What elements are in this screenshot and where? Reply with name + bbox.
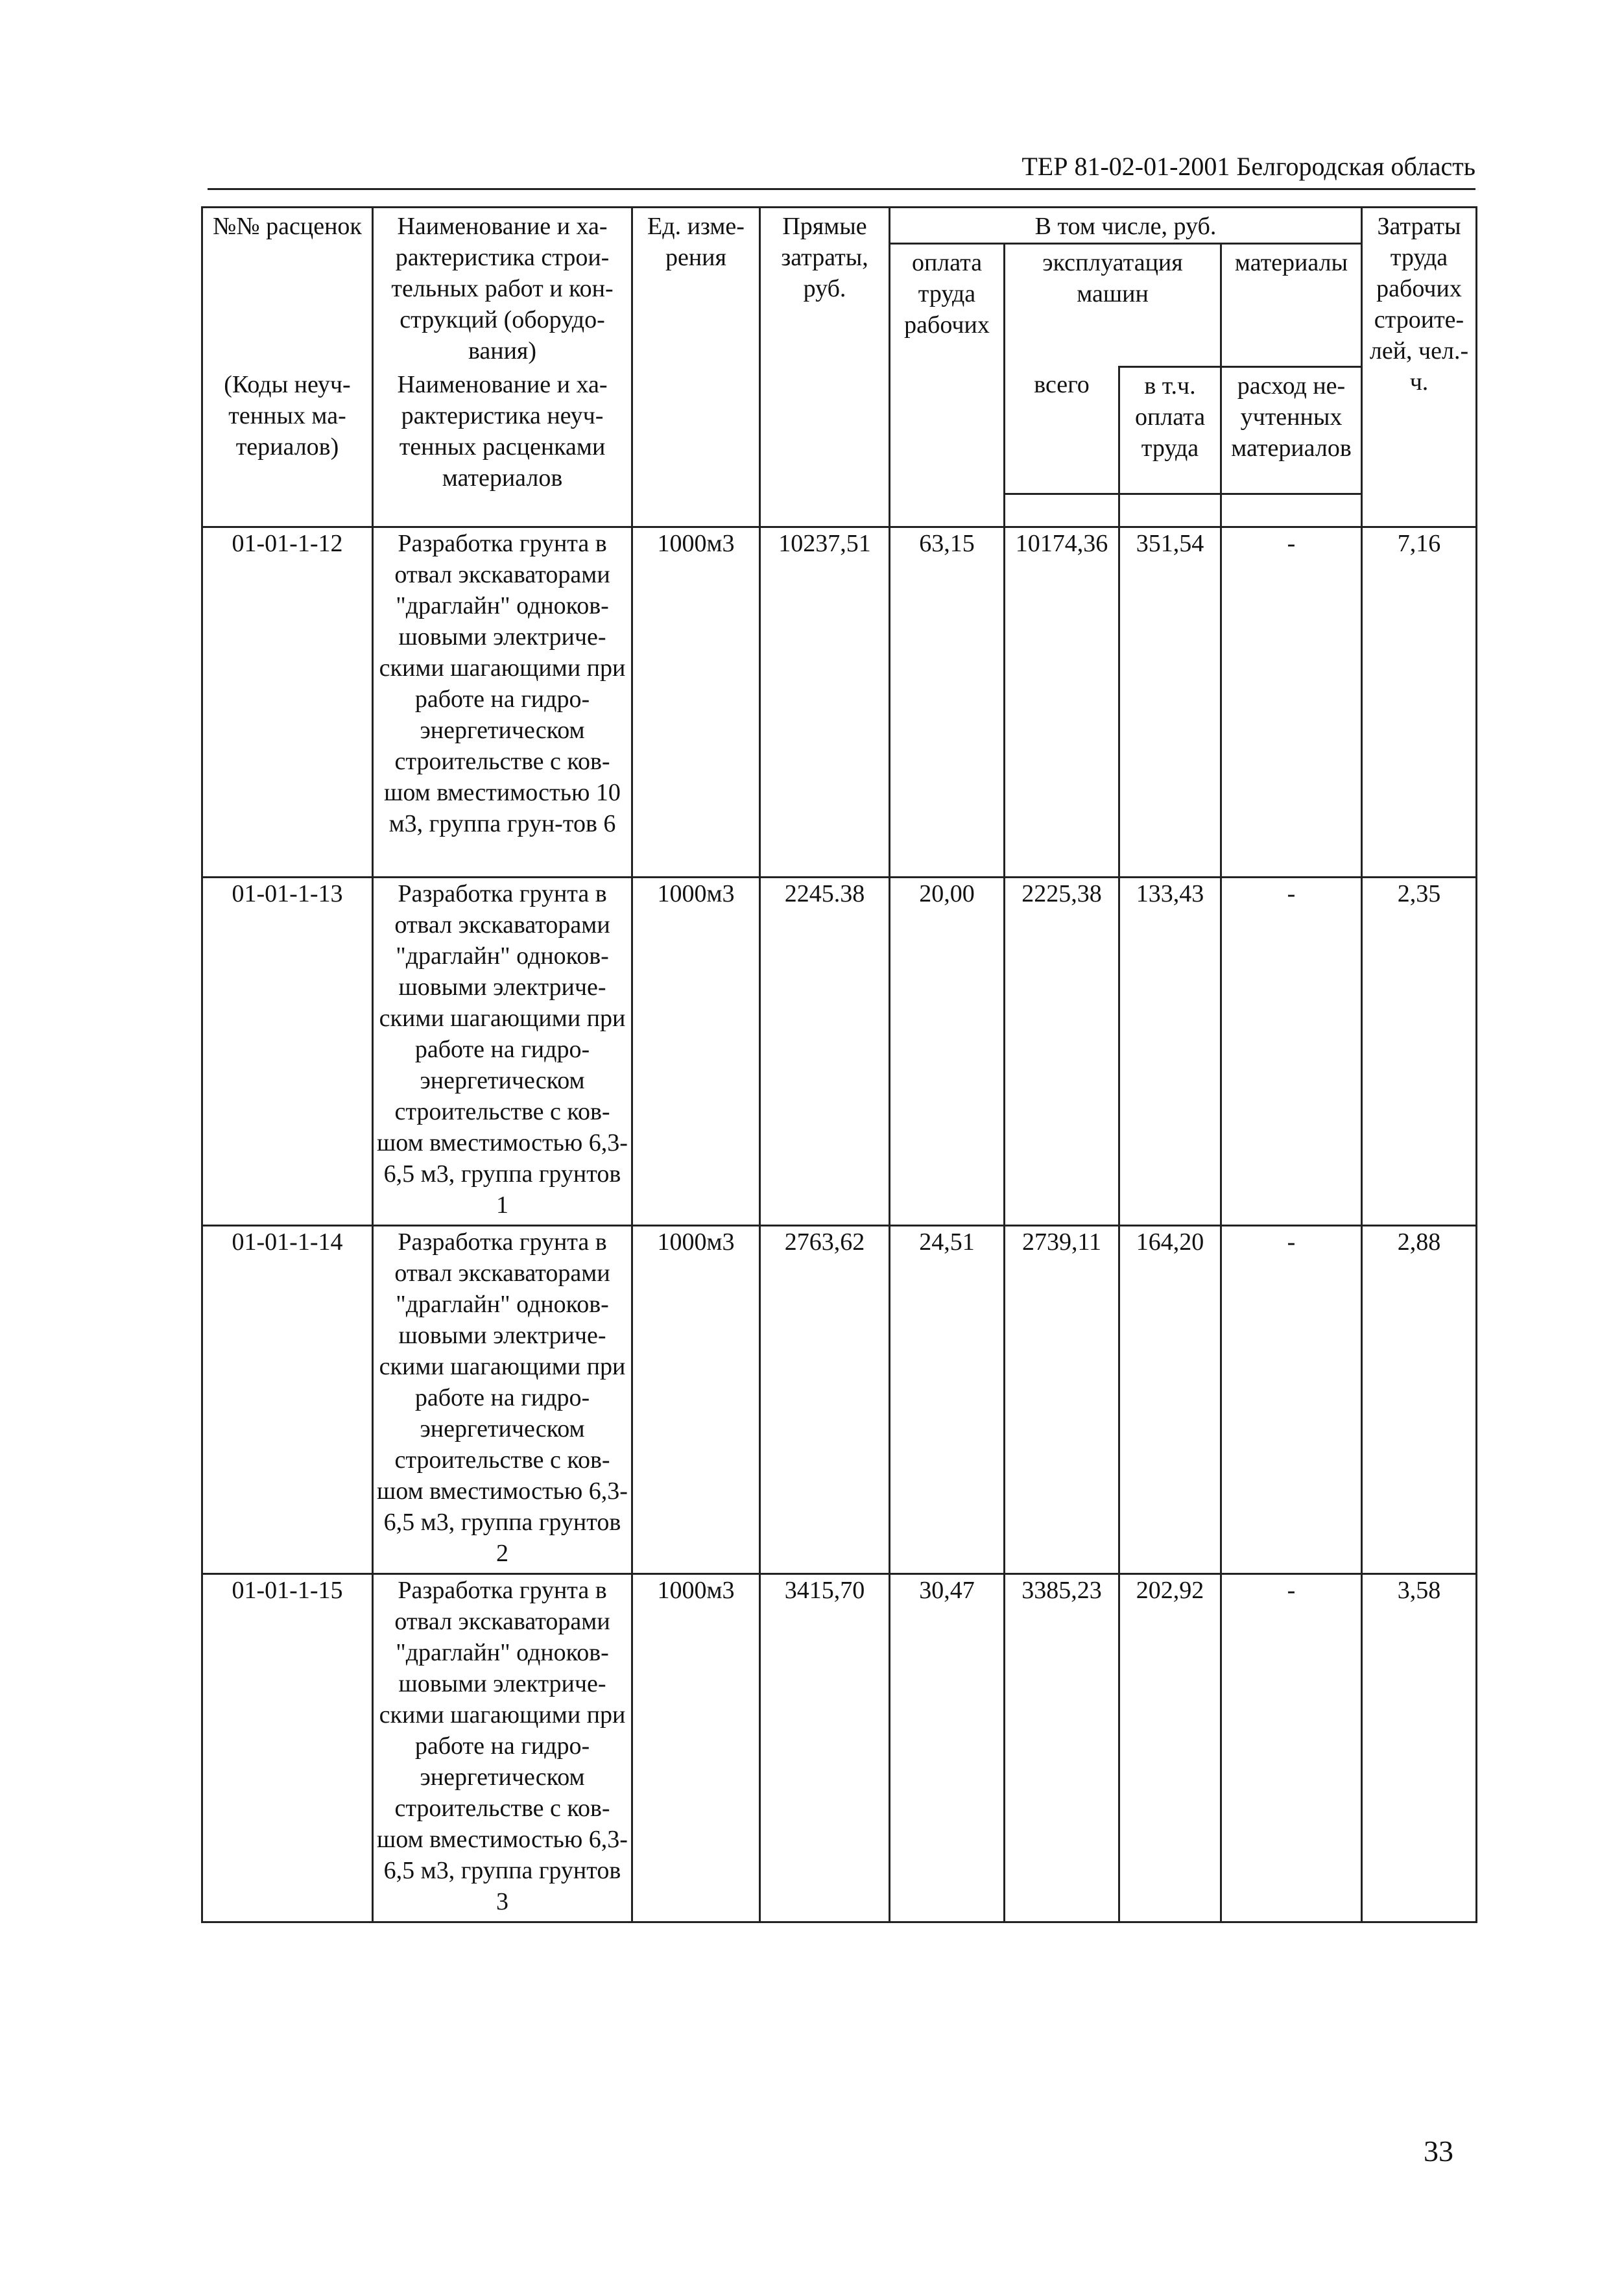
rate-name: Разработка грунта в отвал экскаваторами "драглайн" одноков-шовыми электриче-скими шагающими при работе на гидро-энергетическом строительстве с ков-шом вместимостью 6,3-6,5 м3, группа грунтов 2 <box>373 1225 632 1573</box>
rate-materials: - <box>1221 1225 1362 1573</box>
header-materials: материалы <box>1221 244 1362 367</box>
rate-wage: 63,15 <box>890 527 1005 877</box>
header-unit: Ед. изме-рения <box>632 208 760 527</box>
rate-code: 01-01-1-14 <box>202 1225 373 1573</box>
rate-unit: 1000м3 <box>632 1573 760 1922</box>
rate-unit: 1000м3 <box>632 527 760 877</box>
rate-machines-wage: 351,54 <box>1119 527 1221 877</box>
header-materials-sub: расход не-учтенных материалов <box>1221 366 1362 494</box>
header-name-sub: Наименование и ха-рактеристика неуч-тенных расценками материалов <box>373 366 632 527</box>
rate-name: Разработка грунта в отвал экскаваторами "драглайн" одноков-шовыми электриче-скими шагающими при работе на гидро-энергетическом строительстве с ков-шом вместимостью 6,3-6,5 м3, группа грунтов 1 <box>373 877 632 1225</box>
rate-machines-wage: 133,43 <box>1119 877 1221 1225</box>
header-machines: эксплуатация машин <box>1005 244 1221 367</box>
table-row <box>202 877 1477 1225</box>
rate-machines-wage: 202,92 <box>1119 1573 1221 1922</box>
rate-labor: 2,35 <box>1362 877 1477 1225</box>
rate-direct-costs: 10237,51 <box>760 527 890 877</box>
header-wage: оплата труда рабочих <box>890 244 1005 527</box>
rate-name: Разработка грунта в отвал экскаваторами "драглайн" одноков-шовыми электриче-скими шагающими при работе на гидро-энергетическом строительстве с ков-шом вместимостью 10 м3, группа грун-тов 6 <box>373 527 632 877</box>
rate-labor: 7,16 <box>1362 527 1477 877</box>
rate-machines-total: 3385,23 <box>1005 1573 1119 1922</box>
table-row <box>202 527 1477 877</box>
table-row <box>202 1225 1477 1573</box>
rate-labor: 2,88 <box>1362 1225 1477 1573</box>
rate-materials: - <box>1221 527 1362 877</box>
rate-direct-costs: 2763,62 <box>760 1225 890 1573</box>
header-machines-total: всего <box>1005 366 1119 494</box>
rate-unit: 1000м3 <box>632 877 760 1225</box>
header-filler-materials <box>1221 494 1362 527</box>
header-direct-costs: Прямые затраты, руб. <box>760 208 890 527</box>
rate-machines-total: 2739,11 <box>1005 1225 1119 1573</box>
rates-table <box>201 206 1477 1923</box>
rate-wage: 24,51 <box>890 1225 1005 1573</box>
rate-direct-costs: 2245.38 <box>760 877 890 1225</box>
header-name: Наименование и ха-рактеристика строи-тельных работ и кон-струкций (оборудо-вания) <box>373 208 632 367</box>
rate-labor: 3,58 <box>1362 1573 1477 1922</box>
header-labor-costs: Затраты труда рабочих строите-лей, чел.-ч. <box>1362 208 1477 527</box>
header-code: №№ расценок <box>202 208 373 367</box>
rate-wage: 20,00 <box>890 877 1005 1225</box>
table-row <box>202 1573 1477 1922</box>
header-machines-wage: в т.ч. оплата труда <box>1119 366 1221 494</box>
rate-direct-costs: 3415,70 <box>760 1573 890 1922</box>
rate-code: 01-01-1-15 <box>202 1573 373 1922</box>
rate-wage: 30,47 <box>890 1573 1005 1922</box>
rate-machines-total: 2225,38 <box>1005 877 1119 1225</box>
rate-code: 01-01-1-13 <box>202 877 373 1225</box>
page-number: 33 <box>1424 2135 1453 2168</box>
rate-unit: 1000м3 <box>632 1225 760 1573</box>
document-header <box>208 150 1475 190</box>
rate-machines-total: 10174,36 <box>1005 527 1119 877</box>
header-filler-machines-wage <box>1119 494 1221 527</box>
rate-machines-wage: 164,20 <box>1119 1225 1221 1573</box>
document-title: ТЕР 81-02-01-2001 Белгородская область <box>1021 152 1475 181</box>
rate-materials: - <box>1221 1573 1362 1922</box>
rate-name: Разработка грунта в отвал экскаваторами "драглайн" одноков-шовыми электриче-скими шагающими при работе на гидро-энергетическом строительстве с ков-шом вместимостью 6,3-6,5 м3, группа грунтов 3 <box>373 1573 632 1922</box>
header-filler-machines-total <box>1005 494 1119 527</box>
rate-materials: - <box>1221 877 1362 1225</box>
header-including: В том числе, руб. <box>890 208 1362 244</box>
rate-code: 01-01-1-12 <box>202 527 373 877</box>
header-code-sub: (Коды неуч-тенных ма-териалов) <box>202 366 373 527</box>
